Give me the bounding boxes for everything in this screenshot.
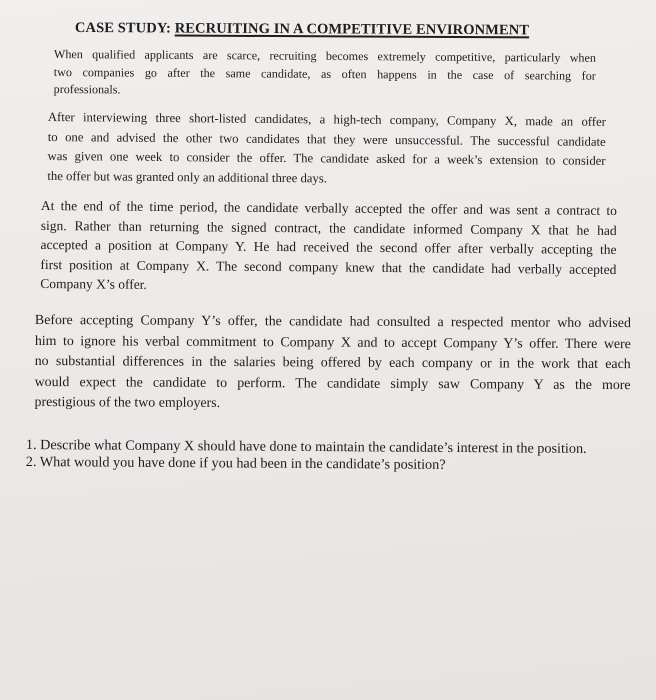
text-line: Before accepting Company Y’s offer, the candidate had consulted a respected mentor who advised	[34, 312, 631, 332]
title-prefix: CASE STUDY:	[74, 20, 175, 37]
text-line: to one and advised the other two candidates that they were unsuccessful. The successful candidate	[47, 129, 606, 149]
text-line: no substantial differences in the salaries being offered by each company or in the work that each	[34, 353, 631, 373]
title-topic: RECRUITING IN A COMPETITIVE ENVIRONMENT	[174, 20, 530, 39]
paragraph-offer	[47, 108, 606, 191]
question-number: 1.	[25, 437, 37, 454]
text-line: professionals.	[53, 81, 121, 97]
question-text: What would you have done if you had been in the candidate’s position?	[39, 454, 446, 473]
text-line: first position at Company X. The second company knew that the candidate had verbally accepted	[40, 256, 617, 277]
text-line: two companies go after the same candidate, as often happens in the case of searching for	[53, 64, 596, 83]
text-line: After interviewing three short-listed candidates, a high-tech company, Company X, made an offer	[47, 109, 606, 129]
text-line: would expect the candidate to perform. The candidate simply saw Company Y as the more	[34, 374, 631, 393]
text-line: At the end of the time period, the candidate verbally accepted the offer and was sent a contract to	[40, 197, 617, 219]
text-line: the offer but was granted only an additional three days.	[47, 168, 327, 185]
text-line: accepted a position at Company Y. He had received the second offer after verbally accepting the	[40, 236, 617, 258]
paragraph-intro	[54, 46, 596, 102]
text-line: prestigious of the two employers.	[34, 394, 221, 411]
case-study-title	[75, 20, 529, 39]
text-line: was given one week to consider the offer. The candidate asked for a week’s extension to consider	[47, 148, 606, 168]
text-line: sign. Rather than returning the signed contract, the candidate informed Company X that he had	[40, 217, 617, 238]
paragraph-mentor	[34, 311, 631, 417]
question-number: 2.	[25, 453, 37, 471]
text-line: him to ignore his verbal commitment to Company X and to accept Company Y’s offer. There were	[34, 333, 631, 352]
text-line: When qualified applicants are scarce, recruiting becomes extremely competitive, particularly when	[53, 46, 596, 65]
text-line: Company X’s offer.	[40, 275, 147, 292]
question-text: Describe what Company X should have done to maintain the candidate’s interest in the position.	[40, 437, 587, 457]
question-list	[26, 437, 626, 475]
paragraph-acceptance	[40, 196, 617, 299]
